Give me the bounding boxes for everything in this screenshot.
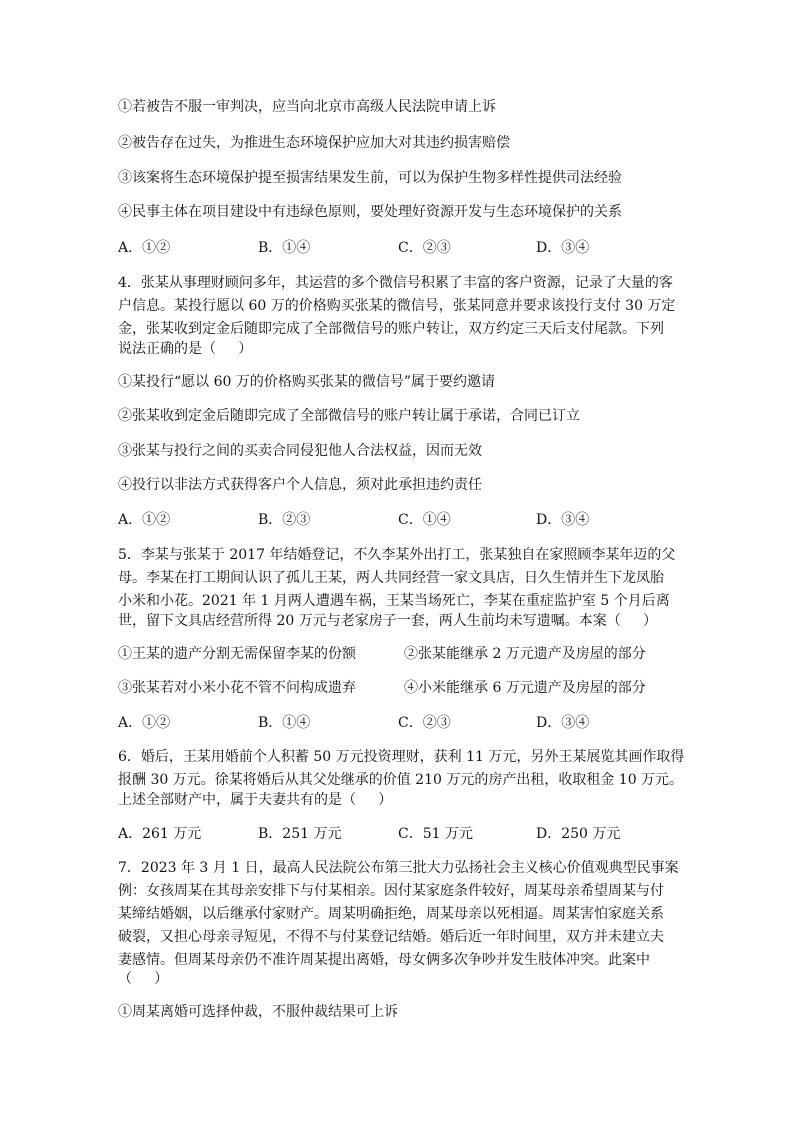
q6-option-d: D．250 万元	[536, 826, 621, 842]
q7-stem-line-1: 7．2023 年 3 月 1 日，最高人民法院公布第三批大力弘扬社会主义核心价值观典型民事案	[118, 860, 679, 876]
q4-option-d: D．③④	[536, 512, 590, 528]
q7-stem-line-2: 例：女孩周某在其母亲安排下与付某相亲。因付某家庭条件较好，周某母亲希望周某与付	[118, 883, 664, 899]
q5-statement-2: ②张某能继承 2 万元遗产及房屋的部分	[404, 646, 646, 662]
q7-stem-line-4: 破裂，又担心母亲寻短见，不得不与付某登记结婚。婚后近一年时间里，双方并未建立夫	[118, 929, 664, 945]
q4-stem-line-1: 4．张某从事理财顾问多年，其运营的多个微信号积累了丰富的客户资源，记录了大量的客	[118, 275, 673, 291]
q4-option-c: C．①④	[398, 512, 451, 528]
q5-stem-line-1: 5．李某与张某于 2017 年结婚登记，不久李某外出打工，张某独自在家照顾李某年迈的父	[118, 547, 676, 563]
q5-statement-1: ①王某的遗产分割无需保留李某的份额	[118, 646, 356, 662]
q4-options	[118, 512, 678, 528]
q6-stem-line-3: 上述全部财产中，属于夫妻共有的是（ ）	[118, 792, 393, 808]
q6-option-c: C．51 万元	[398, 826, 473, 842]
q6-options	[118, 826, 678, 842]
q4-stem-line-2: 户信息。某投行愿以 60 万的价格购买张某的微信号，张某同意并要求该投行支付 30 万定	[118, 298, 676, 314]
q4-option-a: A．①②	[118, 512, 171, 528]
q5-stem-line-4: 世，留下文具店经营所得 20 万元与老家房子一套，两人生前均未写遗嘱。本案（ ）	[118, 613, 657, 629]
q4-statement-3: ③张某与投行之间的买卖合同侵犯他人合法权益，因而无效	[118, 443, 482, 459]
q4-statement-1: ①某投行“愿以 60 万的价格购买张某的微信号”属于要约邀请	[118, 374, 496, 390]
q5-statements-row-2	[118, 680, 678, 696]
q5-option-c: C．②③	[398, 715, 451, 731]
q4-stem-line-4: 说法正确的是（ ）	[118, 341, 253, 357]
q3-option-c: C．②③	[398, 240, 451, 256]
q7-stem-line-5: 妻感情。但周某母亲仍不准许周某提出离婚，母女俩多次争吵并发生肢体冲突。此案中	[118, 952, 650, 968]
q5-option-a: A．①②	[118, 715, 171, 731]
q3-statement-4: ④民事主体在项目建设中有违绿色原则，要处理好资源开发与生态环境保护的关系	[118, 204, 622, 220]
q7-statement-1: ①周某离婚可选择仲裁，不服仲裁结果可上诉	[118, 1004, 398, 1020]
q6-option-a: A．261 万元	[118, 826, 202, 842]
q6-stem-line-2: 报酬 30 万元。徐某将婚后从其父处继承的价值 210 万元的房产出租，收取租金 10 万元。	[118, 772, 684, 788]
q7-stem-line-3: 某缔结婚姻，以后继承付家财产。周某明确拒绝，周某母亲以死相逼。周某害怕家庭关系	[118, 906, 664, 922]
q5-option-b: B．①④	[258, 715, 311, 731]
q4-statement-2: ②张某收到定金后随即完成了全部微信号的账户转让属于承诺，合同已订立	[118, 408, 580, 424]
q5-statement-4: ④小米能继承 6 万元遗产及房屋的部分	[404, 680, 646, 696]
q4-option-b: B．②③	[258, 512, 311, 528]
q5-stem-line-2: 母。李某在打工期间认识了孤儿王某，两人共同经营一家文具店，日久生情并生下龙凤胎	[118, 570, 664, 586]
q3-statement-1: ①若被告不服一审判决，应当向北京市高级人民法院申请上诉	[118, 99, 496, 115]
q5-statements-row-1	[118, 646, 678, 662]
q6-option-b: B．251 万元	[258, 826, 342, 842]
q7-stem-line-6: （ ）	[118, 971, 169, 987]
q3-statement-2: ②被告存在过失，为推进生态环境保护应加大对其违约损害赔偿	[118, 135, 510, 151]
q3-option-b: B．①④	[258, 240, 311, 256]
q3-option-d: D．③④	[536, 240, 590, 256]
q3-options	[118, 240, 678, 256]
q5-options	[118, 715, 678, 731]
q3-statement-3: ③该案将生态环境保护提至损害结果发生前，可以为保护生物多样性提供司法经验	[118, 170, 622, 186]
q6-stem-line-1: 6．婚后，王某用婚前个人积蓄 50 万元投资理财，获利 11 万元，另外王某展览其画作取得	[118, 749, 685, 765]
q5-stem-line-3: 小米和小花。2021 年 1 月两人遭遇车祸，王某当场死亡，李某在重症监护室 5 个月后离	[118, 593, 670, 609]
q3-option-a: A．①②	[118, 240, 171, 256]
q5-statement-3: ③张某若对小米小花不管不问构成遗弃	[118, 680, 356, 696]
q4-stem-line-3: 金，张某收到定金后随即完成了全部微信号的账户转让，双方约定三天后支付尾款。下列	[118, 321, 664, 337]
q5-option-d: D．③④	[536, 715, 590, 731]
q4-statement-4: ④投行以非法方式获得客户个人信息，须对此承担违约责任	[118, 477, 482, 493]
